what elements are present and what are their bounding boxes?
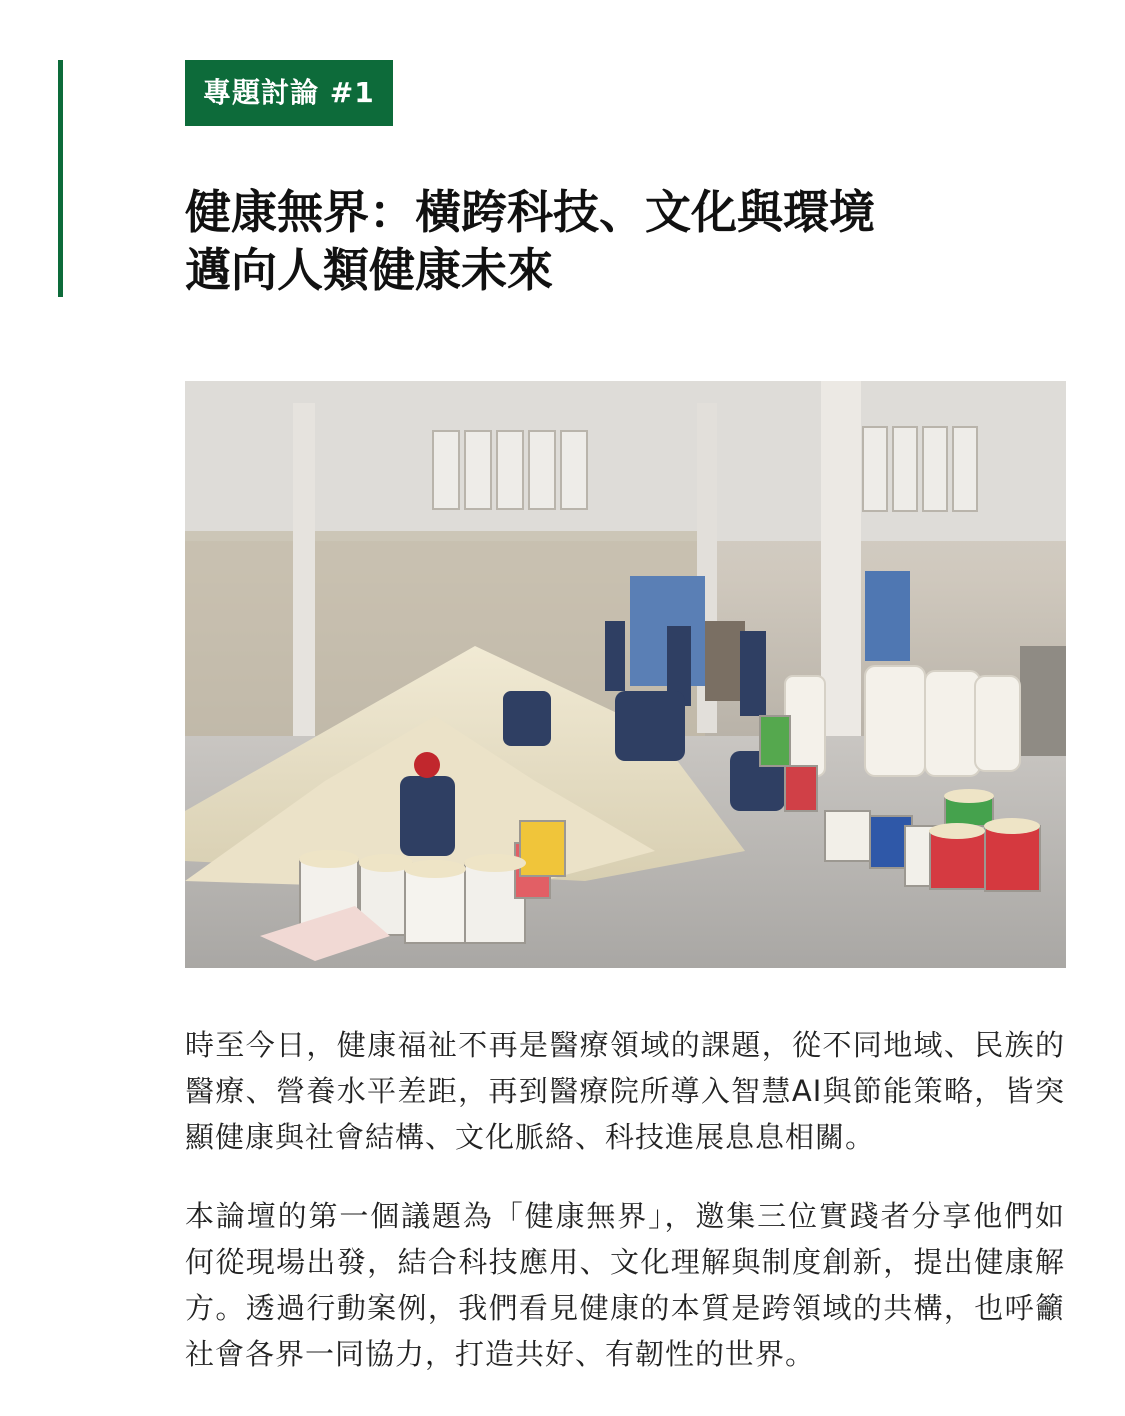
accent-bar [58,60,63,297]
title-line-2: 邁向人類健康未來 [185,243,553,297]
intro-paragraph: 時至今日，健康福祉不再是醫療領域的課題，從不同地域、民族的醫療、營養水平差距，再到醫療院所導入智慧AI與節能策略，皆突顯健康與社會結構、文化脈絡、科技進展息息相關。 [185,1028,1065,1154]
topic-tag: 專題討論 #1 [185,60,393,126]
feature-photo [185,381,1066,968]
forum-paragraph: 本論壇的第一個議題為「健康無界」，邀集三位實踐者分享他們如何從現場出發，結合科技應用、文化理解與制度創新，提出健康解方。透過行動案例，我們看見健康的本質是跨領域的共構，也呼籲社會各界一同協力，打造共好、有韌性的世界。 [185,1199,1065,1371]
page-title [185,183,1065,299]
title-line-1: 健康無界：橫跨科技、文化與環境 [185,185,875,239]
